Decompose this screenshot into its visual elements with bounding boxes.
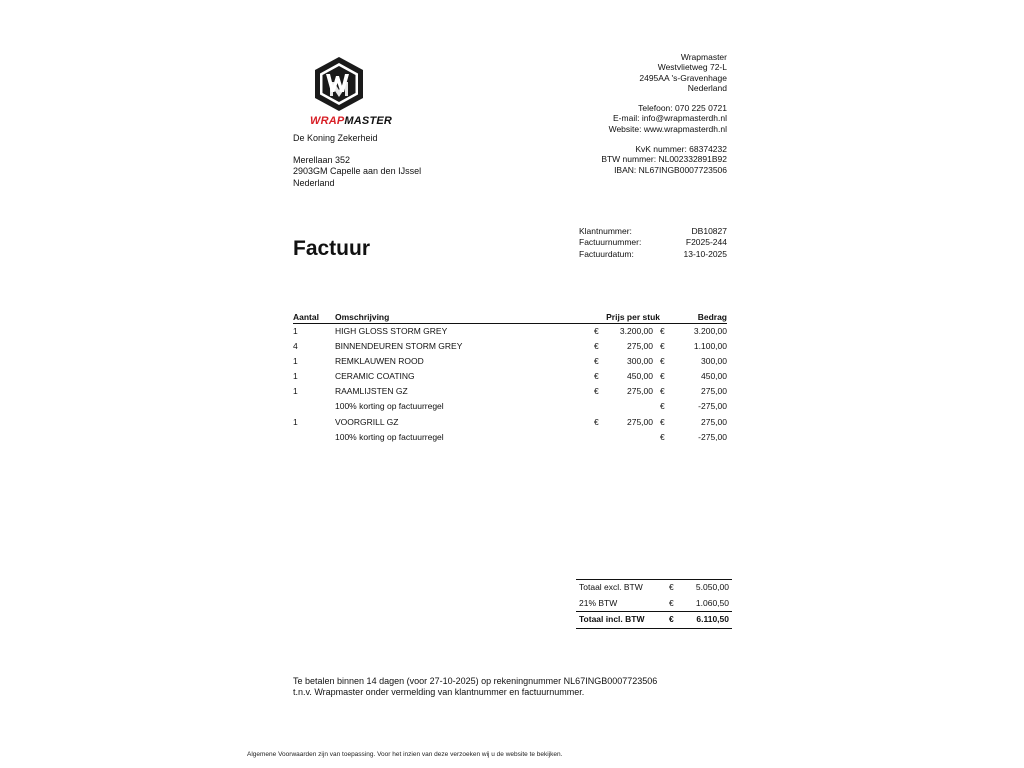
table-header [293, 312, 727, 324]
cell-amount: 450,00 [701, 371, 727, 382]
totals-label: Totaal excl. BTW [579, 582, 643, 592]
header-qty: Aantal [293, 312, 319, 322]
cell-price-currency: € [594, 386, 599, 397]
totals-currency: € [669, 614, 674, 624]
company-email: E-mail: info@wrapmasterdh.nl [613, 113, 727, 124]
totals-label: Totaal incl. BTW [579, 614, 645, 624]
meta-label: Factuurnummer: [579, 237, 642, 248]
table-row [293, 415, 727, 430]
meta-value: F2025-244 [685, 237, 727, 248]
table-row [293, 399, 727, 414]
company-city: 2495AA 's-Gravenhage [639, 72, 727, 83]
cell-unit-price [606, 430, 653, 445]
table-row [293, 324, 727, 339]
cell-amount-currency: € [660, 431, 665, 442]
totals-value: 5.050,00 [695, 582, 729, 592]
meta-label: Factuurdatum: [579, 248, 634, 259]
table-body [293, 324, 727, 445]
cell-amount: -275,00 [698, 401, 727, 412]
cell-qty: 1 [293, 386, 298, 397]
table-row [293, 339, 727, 354]
cell-qty [293, 399, 335, 414]
table-row [293, 369, 727, 384]
cell-amount: 1.100,00 [693, 341, 727, 352]
payment-terms-line1: Te betalen binnen 14 dagen (voor 27-10-2025) op rekeningnummer NL67INGB0007723506 [293, 676, 658, 686]
logo-wordmark-master: MASTER [344, 115, 393, 127]
cell-description: VOORGRILL GZ [335, 416, 399, 427]
cell-qty: 4 [293, 341, 298, 352]
company-details [601, 52, 727, 175]
company-street: Westvlietweg 72-L [657, 62, 727, 73]
header-unit-price: Prijs per stuk [606, 312, 660, 322]
cell-description: HIGH GLOSS STORM GREY [335, 326, 448, 336]
cell-amount-currency: € [660, 371, 665, 382]
company-website: Website: www.wrapmasterdh.nl [608, 123, 727, 134]
invoice-totals [576, 579, 732, 629]
customer-address-line1: Merellaan 352 [293, 155, 351, 166]
table-row [293, 384, 727, 399]
cell-price-currency [594, 399, 606, 414]
cell-amount-currency: € [660, 341, 665, 352]
totals-row-excl-vat [576, 580, 732, 596]
wrapmaster-hexagon-logo-icon [311, 55, 367, 113]
meta-label: Klantnummer: [579, 226, 632, 236]
company-country: Nederland [687, 82, 727, 93]
cell-description: 100% korting op factuurregel [335, 401, 444, 412]
cell-qty: 1 [293, 326, 298, 336]
payment-terms-line2: t.n.v. Wrapmaster onder vermelding van klantnummer en factuurnummer. [293, 687, 585, 698]
company-iban: IBAN: NL67INGB0007723506 [614, 164, 727, 175]
cell-amount-currency: € [660, 326, 665, 336]
cell-price-currency: € [594, 341, 599, 352]
cell-price-currency [594, 430, 606, 445]
cell-amount-currency: € [660, 386, 665, 397]
meta-value: 13-10-2025 [683, 248, 727, 259]
cell-amount: 275,00 [701, 386, 727, 397]
cell-amount-currency: € [660, 401, 665, 412]
header-amount: Bedrag [697, 312, 727, 322]
meta-value: DB10827 [691, 226, 727, 236]
company-phone: Telefoon: 070 225 0721 [638, 103, 727, 114]
cell-description: RAAMLIJSTEN GZ [335, 386, 408, 397]
meta-row-customer-number [579, 226, 727, 237]
totals-value: 1.060,50 [695, 597, 729, 608]
company-kvk: KvK nummer: 68374232 [635, 144, 727, 155]
totals-row-vat [576, 596, 732, 612]
document-title: Factuur [293, 237, 371, 260]
cell-amount: 3.200,00 [693, 326, 727, 336]
totals-value: 6.110,50 [696, 614, 729, 624]
cell-description: REMKLAUWEN ROOD [335, 356, 424, 367]
meta-row-invoice-number [579, 237, 727, 248]
cell-price-currency: € [594, 356, 599, 367]
customer-name: De Koning Zekerheid [293, 133, 378, 143]
cell-unit-price: 275,00 [627, 416, 653, 427]
cell-price-currency: € [594, 326, 599, 336]
table-row [293, 430, 727, 445]
cell-qty: 1 [293, 371, 298, 382]
cell-price-currency: € [594, 371, 599, 382]
header-description: Omschrijving [335, 312, 390, 322]
cell-unit-price [606, 399, 653, 414]
totals-currency: € [669, 597, 674, 608]
cell-description: BINNENDEUREN STORM GREY [335, 341, 463, 352]
cell-description: 100% korting op factuurregel [335, 431, 444, 442]
cell-qty: 1 [293, 356, 298, 367]
cell-unit-price: 300,00 [627, 356, 653, 367]
customer-address [293, 133, 421, 189]
cell-unit-price: 275,00 [627, 386, 653, 397]
totals-row-incl-vat [576, 611, 732, 629]
payment-terms [293, 676, 657, 699]
cell-amount: 300,00 [701, 356, 727, 367]
cell-unit-price: 275,00 [627, 341, 653, 352]
cell-unit-price: 3.200,00 [619, 326, 653, 336]
cell-amount-currency: € [660, 416, 665, 427]
totals-label: 21% BTW [579, 597, 618, 608]
customer-country: Nederland [293, 177, 335, 188]
cell-unit-price: 450,00 [627, 371, 653, 382]
invoice-items-table [293, 312, 727, 445]
cell-price-currency: € [594, 416, 599, 427]
cell-qty: 1 [293, 416, 298, 427]
cell-description: CERAMIC COATING [335, 371, 415, 382]
invoice-meta [579, 226, 727, 260]
customer-address-line2: 2903GM Capelle aan den IJssel [293, 166, 422, 177]
cell-qty [293, 430, 335, 445]
logo-wordmark-wrap: WRAP [310, 115, 345, 127]
cell-amount-currency: € [660, 356, 665, 367]
table-row [293, 354, 727, 369]
cell-amount: 275,00 [701, 416, 727, 427]
meta-row-invoice-date [579, 249, 727, 260]
terms-footer: Algemene Voorwaarden zijn van toepassing. Voor het inzien van deze verzoeken wij u de website te bekijken. [247, 751, 563, 758]
cell-amount: -275,00 [698, 431, 727, 442]
totals-currency: € [669, 582, 674, 592]
logo-wordmark [310, 115, 393, 127]
company-name: Wrapmaster [680, 52, 727, 62]
company-btw: BTW nummer: NL002332891B92 [601, 154, 727, 165]
company-logo [310, 55, 393, 127]
